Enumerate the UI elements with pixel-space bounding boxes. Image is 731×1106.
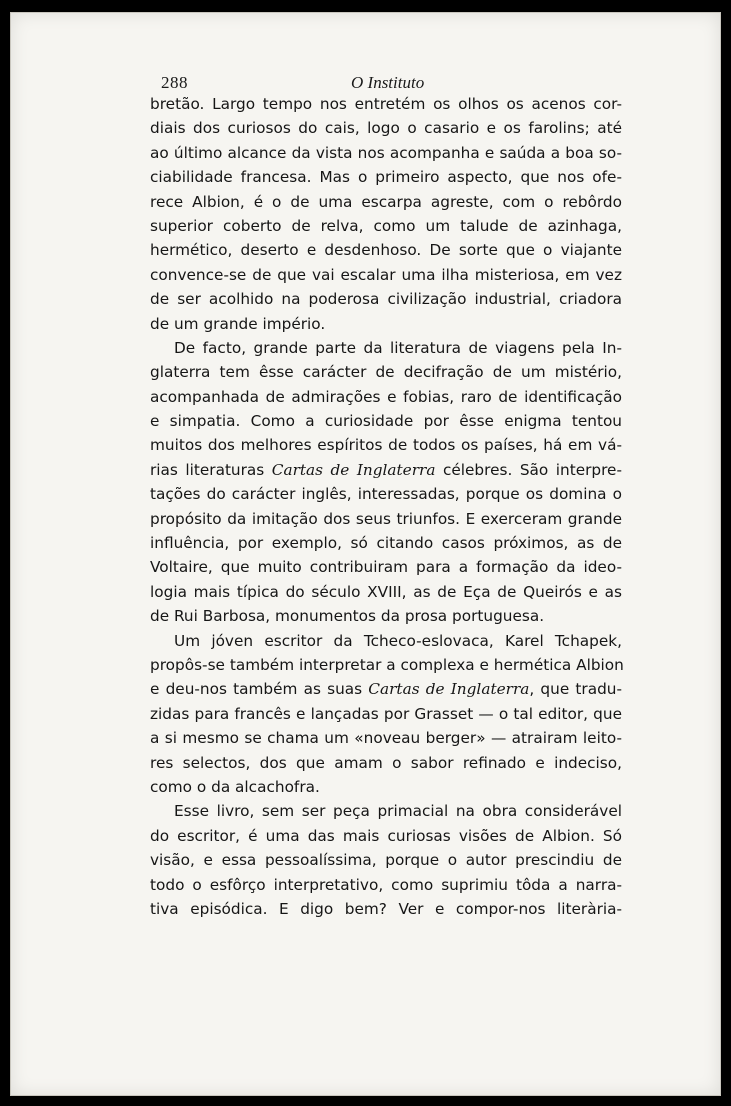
text-line: muitos dos melhores espíritos de todos os países, há em vá- — [150, 436, 622, 455]
book-title-italic: Cartas de Inglaterra — [368, 680, 530, 699]
paragraph — [150, 629, 622, 800]
text-line: Esse livro, sem ser peça primacial na obra considerável — [174, 802, 622, 821]
text-line: como o da alcachofra. — [150, 777, 320, 796]
paragraph — [150, 336, 622, 629]
text-line: visão, e essa pessoalíssima, porque o autor prescindiu de — [150, 851, 622, 870]
text-line: de um grande império. — [150, 314, 326, 333]
text-line: propôs-se também interpretar a complexa e hermética Albion — [150, 655, 624, 674]
text-line: do escritor, é uma das mais curiosas visões de Albion. Só — [150, 826, 622, 845]
text-line: todo o esfôrço interpretativo, como suprimiu tôda a narra- — [150, 875, 622, 894]
text-line: res selectos, dos que amam o sabor refinado e indeciso, — [150, 753, 622, 772]
text-line: De facto, grande parte da literatura de viagens pela In- — [174, 338, 622, 357]
text-line: e simpatia. Como a curiosidade por êsse enigma tentou — [150, 412, 622, 431]
text-line: Voltaire, que muito contribuiram para a formação da ideo- — [150, 558, 622, 577]
text-line: de ser acolhido na poderosa civilização industrial, criadora — [150, 290, 622, 309]
text-line: acompanhada de admirações e fobias, raro de identificação — [150, 387, 622, 406]
page-number: 288 — [161, 73, 188, 92]
text-line: tações do carácter inglês, interessadas, porque os domina o — [150, 485, 622, 504]
text-line: ao último alcance da vista nos acompanha e saúda a boa so- — [150, 143, 622, 162]
text-line: convence-se de que vai escalar uma ilha misteriosa, em vez — [150, 265, 622, 284]
paragraph — [150, 799, 622, 921]
text-line: diais dos curiosos do cais, logo o casario e os farolins; até — [150, 119, 622, 138]
text-run: e deu-nos também as suas — [150, 680, 369, 699]
text-line: tiva episódica. E digo bem? Ver e compor-nos literària- — [150, 899, 622, 918]
text-line: rece Albion, é o de uma escarpa agreste, com o rebôrdo — [150, 192, 622, 211]
text-line — [150, 677, 622, 701]
book-title-italic: Cartas de Inglaterra — [271, 460, 436, 479]
journal-title: O Instituto — [351, 73, 425, 92]
text-line: hermético, deserto e desdenhoso. De sorte que o viajante — [150, 241, 622, 260]
text-line: influência, por exemplo, só citando casos próximos, as de — [150, 534, 622, 553]
text-line: logia mais típica do século XVIII, as de Eça de Queirós e as — [150, 582, 622, 601]
text-line: bretão. Largo tempo nos entretém os olhos os acenos cor- — [150, 95, 622, 113]
text-line: Um jóven escritor da Tcheco-eslovaca, Karel Tchapek, — [174, 631, 622, 650]
text-line: de Rui Barbosa, monumentos da prosa portuguesa. — [150, 607, 545, 626]
text-run: rias literaturas — [150, 460, 272, 479]
text-line: superior coberto de relva, como um talude de azinhaga, — [150, 216, 622, 235]
text-line: glaterra tem êsse carácter de decifração de um mistério, — [150, 363, 622, 382]
text-run: célebres. São interpre- — [435, 460, 622, 479]
text-line: ciabilidade francesa. Mas o primeiro aspecto, que nos ofe- — [150, 168, 622, 187]
body-text — [150, 92, 622, 921]
text-line: a si mesmo se chama um «noveau berger» — atrairam leito- — [150, 729, 622, 748]
text-run: , que tradu- — [529, 680, 623, 699]
text-line — [150, 458, 622, 482]
paragraph — [150, 92, 622, 336]
text-line: propósito da imitação dos seus triunfos. E exerceram grande — [150, 509, 622, 528]
text-line: zidas para francês e lançadas por Grasset — o tal editor, que — [150, 704, 622, 723]
